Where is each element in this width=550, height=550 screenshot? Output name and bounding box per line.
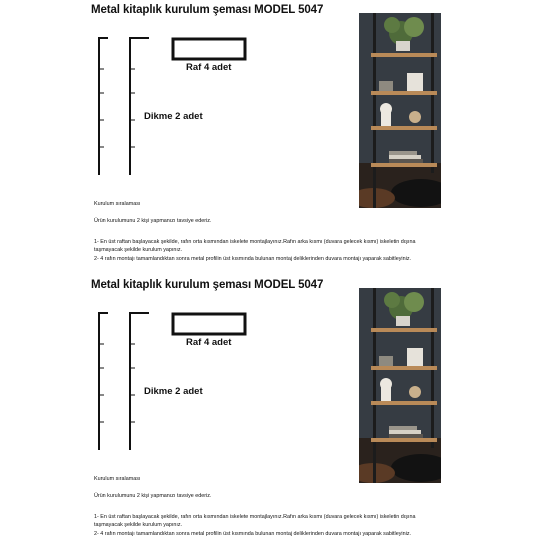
parts-drawing xyxy=(92,33,262,183)
step-1-continued: taşmayacak şekilde kurulum yapınız. xyxy=(94,247,183,253)
shelf-label: Raf 4 adet xyxy=(186,337,232,348)
installation-order-heading: Kurulum sıralaması xyxy=(94,201,141,207)
shelf-label: Raf 4 adet xyxy=(186,62,232,73)
shelf-drawing xyxy=(173,39,245,59)
installation-order-heading: Kurulum sıralaması xyxy=(94,476,141,482)
shelf-drawing xyxy=(173,314,245,334)
two-person-advice: Ürün kurulumunu 2 kişi yapmanızı tavsiye ederiz. xyxy=(94,493,212,499)
upright-drawing-right xyxy=(130,38,149,175)
upright-label: Dikme 2 adet xyxy=(144,111,203,122)
product-photo xyxy=(359,288,441,483)
step-2: 2- 4 rafın montajı tamamlandıktan sonra metal profilin üst kısmında bulunan montaj deliklerinden duvara montajı yaparak sabitleyiniz. xyxy=(94,256,412,262)
product-photo xyxy=(359,13,441,208)
sheet-title: Metal kitaplık kurulum şeması MODEL 5047 xyxy=(91,279,324,291)
step-1-continued: taşmayacak şekilde kurulum yapınız. xyxy=(94,522,183,528)
upright-drawing-right xyxy=(130,313,149,450)
two-person-advice: Ürün kurulumunu 2 kişi yapmanızı tavsiye ederiz. xyxy=(94,218,212,224)
parts-drawing xyxy=(92,308,262,458)
instruction-sheet-2 xyxy=(0,275,550,550)
step-1: 1- En üst raftan başlayacak şekilde, rafın orta kısmından iskelete montajlayınız.Rafın arka kısmı (duvara gelecek kısmı) iskeletin dışına xyxy=(94,514,416,520)
upright-label: Dikme 2 adet xyxy=(144,386,203,397)
upright-drawing-left xyxy=(99,38,108,175)
sheet-title: Metal kitaplık kurulum şeması MODEL 5047 xyxy=(91,4,324,16)
upright-drawing-left xyxy=(99,313,108,450)
step-1: 1- En üst raftan başlayacak şekilde, rafın orta kısmından iskelete montajlayınız.Rafın arka kısmı (duvara gelecek kısmı) iskeletin dışına xyxy=(94,239,416,245)
step-2: 2- 4 rafın montajı tamamlandıktan sonra metal profilin üst kısmında bulunan montaj deliklerinden duvara montajı yaparak sabitleyiniz. xyxy=(94,531,412,537)
